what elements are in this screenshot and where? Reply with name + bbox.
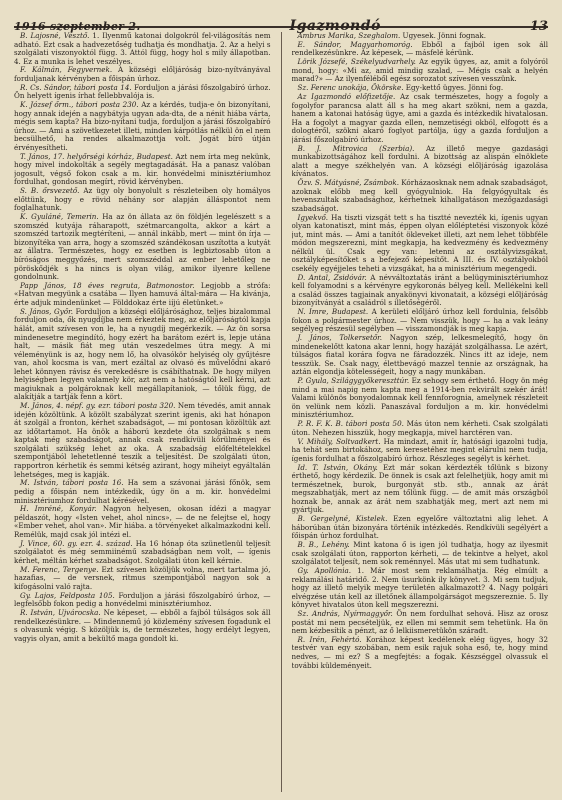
reply-paragraph — [14, 479, 271, 505]
reply-paragraph — [292, 541, 549, 567]
correspondent-name: R. István, Ujvárocska. — [20, 608, 101, 618]
reply-text: Ezen egyelőre változtatni alig lehet. A háborúban útán bizonyára történik intézkedés. Rendkívüli segélyért a főispán úrhoz fordulhat. — [291, 514, 549, 541]
left-column — [14, 32, 271, 792]
correspondent-name: Lörik Józsefé, Székelyudvarhely. — [297, 57, 416, 67]
reply-paragraph — [292, 93, 549, 144]
reply-text: Ha sem a szávonai járási főnök, sem pedig a főispán nem intézkedik, úgy ön a m. kir. honvédelmi minisztériumhoz fordulhat kérésével. — [14, 478, 271, 505]
correspondent-name: B. Lajosné, Vésztő. — [20, 32, 90, 40]
reply-text: Kórházaosknak nem adnak szabadságot, azoknak előbb meg kell gyógyulniok. Ha felgyógyultak és hevenszultak szabadsághoz, kérhetnek kihallgatáson mezőgazdasági szabadságot. — [291, 178, 549, 213]
reply-paragraph — [292, 567, 549, 610]
reply-paragraph — [292, 274, 549, 308]
reply-text: A községi előljáróság bizo-nyítványával forduljanak kérvényben a főispán úrhoz. — [14, 65, 271, 84]
reply-text: Az csak természetes, hogy a fogoly a fogolyfor parancsa alatt áll s ha meg akart szökni, nem a gazda, hanem a katonai hatóság ügye, ami a gazda és intézkedik hivatalosan. Ha a fogolyt a magyar gazda ellen, nemzetiségi okból, elfogott és a dologtéről, szökni akaró foglyot partólja, úgy a gazda forduljon a járási főszolgabíró úrhoz. — [291, 92, 549, 144]
reply-text: Legjobb a strófa: «Hatvan megyünk a csatába — Ilyen hamuvá által-mára — Ha kivánja, érte adjuk mindenünket — Földdokaz érte iíjú életünket.» — [14, 280, 271, 308]
reply-paragraph — [14, 402, 271, 479]
correspondent-name: T. János, 17. helyőrségi kórház, Budapest. — [20, 151, 173, 161]
reply-paragraph — [292, 179, 549, 213]
right-column — [292, 32, 549, 792]
reply-text: Forduljon a járási főszolgabíró úrhoz. Ön helyett ígenis írhat fellebbvalója is. — [14, 82, 271, 101]
correspondent-name: E. Sándor, Magyarhomoróg. — [297, 39, 413, 49]
reply-paragraph — [292, 464, 549, 515]
reply-paragraph — [292, 41, 549, 58]
reply-paragraph — [292, 420, 549, 437]
reply-text: Azt nem írta meg nekünk, hogy mivel indokolták a segély megtagadását. Ha a panasz valóban jogosult, végső fokon csak a m. kir. honvédelmi minisztériumhoz fordulhat, gondosan megírt, rövid kérvényben. — [14, 151, 271, 187]
reply-paragraph — [14, 540, 271, 566]
reply-paragraph — [14, 84, 271, 101]
correspondent-name: K. Gyuláné, Temerin. — [20, 212, 99, 222]
correspondent-name: Papp János, 18 éves regruta, Batmonostor. — [20, 280, 195, 290]
correspondent-name: Az Igazmondó előfizetője. — [297, 92, 396, 102]
reply-paragraph — [292, 308, 549, 334]
reply-text: Ez sehogy sem érthető. Hogy ön még mind a mai napig nem kapta meg a 1914-ben rekvirált szekér árát! Valami különös bonyodalomnak kell fennforognia, amelynek részleteit ön velünk nem közli. Panaszával forduljon a m. kir. honvédelmi minisztériumhoz. — [291, 376, 549, 420]
correspondent-name: B. J. Mitrovica (Szerbia). — [297, 143, 415, 153]
reply-text: Az ügy oly bonyolult s részleteiben oly homályos előttünk, hogy e rövid néhány sor alapján álláspontot nem foglalhatunk. — [14, 186, 271, 213]
reply-text: Nem tévedés, amit annak idején közöltünk. A közölt szabályzat szerint igenis, aki hat hónapon át szolgál a fronton, kérhet szabadságot, — mi pontosan közöltük azt az időtartamot. Ha önök a háború kezdete óta szolgálnak s nem kaptak még szabadságot, annak csak rendkívüli körülményei és szolgálati szükség lehet az oka. A szabadság előfeltételekkel szempontjából lehetetlenné teszik a teljesítést. De szolgálati úton, rapportron kérhetik és semmi kétség azirant, hogy miheiyt egyáltalán lehetséges, meg is kapják. — [14, 401, 271, 479]
correspondent-name: R. Cs. Sándor, tábori posta 14. — [20, 82, 132, 92]
reply-paragraph — [14, 153, 271, 187]
reply-text: Nagyon szép, lelkesmelegítő, hogy ön mindenekelőtt katona akar lenni, hogy hazáját szolgálhassa. Le azért, túlságos fiatal korára fogva ne fáradozzék. Nincs itt az ideje, nem tesszük. Se. Csak nagy, élettbevágó mazzel tennie az országnak, ha aztán elgondja kötelességeit, hogy a nagy munkában. — [291, 333, 549, 377]
reply-text: Az a kérdés, tudja-e ön bizonyítani, hogy annak idején a nagybátyja ugyan ada-dta, de a nénit hiába várta, mégis sem kapta? Ha bizo-nyítani tudja, forduljon a járási főszolgabíró úrhoz. — Ami a szövetkezetet illeti, minden kárpótlás nélkül ön el nem becsülhető, ha rendes alkalmazottja volt. Jogát bíró útján érvényesítheti. — [14, 100, 271, 152]
correspondent-name: P. Gyula, Szilágygyőkereszttúr. — [297, 376, 410, 386]
correspondent-name: R. Irén, Fehértó. — [297, 634, 362, 644]
correspondent-name: Sz. Ferenc unokája, Ökörske. — [297, 83, 404, 93]
issue-date: 1916 szeptember 2. — [14, 20, 141, 33]
column-divider — [281, 32, 282, 792]
correspondent-name: J. Vince, 60. gy. ezr. 4. század. — [20, 538, 133, 548]
correspondent-name: B. B., Lehény. — [297, 540, 350, 550]
reply-text: Ha tiszti vizsgát tett s ha tisztté nevezték ki, ígenis ugyan olyan katonatiszt, mint más, éppen olyan előléptetési viszonyok közé jut, mint más. — Ami a tanítót ökleveket illeti, azt nem lehet többféle módon megszerezni, mint megkapja, ha kedvezmény és kedvezmény nélkül ül. Csak egy van: letenni az osztályvizsgákat, osztályképesítőket s a befejező képesítőt. A III. és IV. osztályokból csekély egyéjjeles teheti a vizsgákat, ha a minisztérium megengedi. — [291, 212, 549, 273]
columns — [14, 32, 548, 792]
reply-text: Ha mindazt, amit ír, hatósági igazolni tudja, ha tehát sem birtokához, sem keresetéhez megint elárulni nem tudja, ígenis fordulhat a főszolgabíró úrhoz. Részleges segélyt is kérhet. — [291, 436, 549, 463]
reply-paragraph — [292, 636, 549, 670]
correspondent-name: S. B. őrsvezető. — [20, 186, 80, 196]
reply-text: 1. Ilyenmű katonai dolgokról fel-világosítás nem adható. Ezt csak a hadvezetőség tudhatja és mondhatja. 2. Az a helyi s szolgálati viszonyoktól függ. 3. Attól függ, hogy hol s mily állapotban. 4. Ez a munka is lehet veszélyes. — [14, 32, 271, 66]
correspondent-name: M. István, tábori posta 16. — [20, 478, 124, 488]
correspondent-name: J. János, Tolkersetőr. — [297, 333, 383, 343]
correspondent-name: Ambrus Marika, Szeghalom. — [297, 32, 401, 40]
reply-paragraph — [292, 334, 549, 377]
correspondent-name: S. János, Győr. — [20, 306, 73, 316]
reply-text: Más úton nem kérheti. Csak szolgálati úton. Nehezen hisszük, hogy megkapja, mivel harctéren van. — [291, 419, 549, 437]
correspondent-name: N. Imre, Budapest. — [297, 307, 369, 317]
reply-text: A névváltoztatás iránt a belügyminisztériumhoz kell folyamodni s a kérvényre egykoronás bélyeg kell. Mellékelni kell a család összes tagjainak anyakönyvi kivonatait, a községi előljáróság bizonyítványát a családról s illetőségéről. — [291, 272, 549, 308]
newspaper-title: Igazmondó — [289, 18, 381, 34]
reply-text: Ezt szívesen közöljük volna, mert tartalma jó, hazafias, — de versnek, ritmus szempontjából nagyon sok a kifogásolni való rajta. — [14, 564, 271, 591]
reply-text: Ezt már sokan kérdezték tőlünk s bizony érthető, hogy kérdezik. De önnek is csak azt felelhetjük, hogy amit mi természetnek, burok, burgonyát stb. stb., annak az árát megszabhatják, mert az nem tőlünk függ. — de amit más országból hoznak be, annak az árát nem szabhatják meg, mert azt nem mi gyártjuk. — [291, 462, 549, 515]
correspondent-name: B. Gergelyné, Kistelek. — [297, 514, 388, 524]
reply-text: Ha 16 hónap óta szünetlenül teljesít szolgálatot és még semmiinémű szabadságban nem volt, — ígenis kérhet, méltán kérhet szabadságot. Szolgálati úton kell kérnie. — [14, 538, 271, 565]
page-number: 13 — [529, 19, 548, 34]
reply-text: Korához képest kedélenek elég ügyes, hogy 32 testvér van egy szobában, nem esik rajuk soha eső, te, hogy mind nedves, — mi ez? S a megfejtés: a fogak. Készséggel olvassuk el további küldeményeit. — [291, 634, 549, 670]
correspondent-name: Sz. András, Nyírmaggyőr. — [297, 608, 393, 618]
correspondent-name: M. János, 4. népf. gy. ezr. tábori posta 320. — [20, 401, 176, 411]
reply-text: Ne képeset, — ebből a fajból túlságos sok áll rendelkezésünkre. — Mindennemű jó közlemény szívesen fogadunk el s olvasunk végig. S közöljük is, de természetes, hogy erdélyt legyen, vagyis olyan, amit a bekültő maga gondolt ki. — [14, 608, 271, 643]
reply-paragraph — [292, 58, 549, 84]
reply-paragraph — [14, 308, 271, 402]
correspondent-name: Gy. Apollónia. — [297, 565, 352, 575]
reply-text: Forduljon a községi előljárósághoz, teljes bizalommal forduljon oda, ők nyugdíjba nem érkeztek meg, az előljáróságtól kapja hálát, amit szívesen von le, ha a nyugdíj megérkezik. — Az ön sorsa mindenesetre megindító, hogy ezért ha barátom ezért is, lepje utána halt, — másik fiát meg után veszedelmes útra megy. A mi véleményünk is az, hogy nem lő, ha olvasókör helyiség oly gyűjtésre van, ahol kocsma is van, mert ezáltal az olvasó és művelődni akaró lehet könnyen rávisz és verekedésre is csábíthatnak. De hogy milyen helyiségben legyen valamely kör, azt nem a hatóságtól kell kérni, azt magiuknak a polgároknak kell megállapítaniok, — tőlük függ, de alakítják a tartják fenn a kört. — [14, 306, 271, 402]
reply-paragraph — [14, 32, 271, 66]
reply-paragraph — [14, 282, 271, 308]
correspondent-name: H. Imréné, Konyár. — [20, 504, 97, 514]
correspondent-name: Gy. Lajos, Feldposta 105. — [20, 590, 115, 600]
reply-text: Egy-kettő ügyes. Jönni fog. — [405, 83, 504, 93]
reply-paragraph — [14, 609, 271, 643]
reply-paragraph — [14, 566, 271, 592]
reply-text: Nagyon helyesen, okosan ídézi a magyar példaszót, hogy «Isten vehet, ahol nincs», — de ne felejtse el, hogy «Ember vehet, ahol van». Mir hiába. a törvényeket alkalmazkodni kell. Remélük, majd csak jól intézi el. — [14, 504, 271, 539]
reply-text: Mint katona ő is igen jól tudhatja, hogy az ilyesmit csak szolgálati úton, rapporton kérheti, — de tekintve a helyet, akol szolgálatot teljesít, nem sok reménnyel. Más utat mi sem tudhatunk. — [291, 540, 549, 567]
reply-paragraph — [14, 66, 271, 83]
reply-paragraph — [14, 213, 271, 281]
correspondent-name: P. R. F. K. B. tábori posta 50. — [297, 419, 404, 429]
reply-text: 1. Már most sem reklamálhatja. Rég elmúlt a reklamálási határidő. 2. Nem üsurkönk ily könyvet. 3. Mi sem tudjuk, hogy az illető melyik megye területén alkalmazott? 4. Nagy polgári elvégzése után kell az illetőnek állampolgárságot megszereznie. 5. Ily könyvet hivatalos úton kell megszerezni. — [291, 565, 549, 610]
reply-text: Az illető megye gazdasági munkabizottságához kell fordulni. A bizottság az alispán elnöklete alatt a megye székhelyén van. A községi előljáróság igazolása kívánatos. — [291, 143, 549, 179]
correspondent-name: F. Kálmán, Fegyvernek. — [20, 65, 113, 75]
correspondent-name: K. József őrm., tábori posta 230. — [20, 100, 139, 110]
reply-paragraph — [14, 101, 271, 152]
reply-text: Ebből a fajból igen sok áll rendelkezésünkre. Az képesek, — másfelé kérünk. — [291, 39, 549, 58]
reply-text: Forduljon a járási főszolgabíró úrhoz, — legfelsőbb fokon pedig a honvédelmi minisztériumhoz. — [14, 590, 271, 609]
reply-paragraph — [292, 515, 549, 541]
reply-paragraph — [14, 187, 271, 213]
correspondent-name: V. Mihály, Soltvadkert. — [297, 436, 381, 446]
reply-text: A kerületi előljáró úrhoz kell fordulnia, felsőbb fokon a polgármester úrhoz. — Nem visszük, hogy — ha a vak leány segélyeg részesül segélyben — visszamondják is meg kapja. — [291, 307, 549, 334]
reply-paragraph — [14, 592, 271, 609]
correspondent-name: Igyekvő. — [297, 212, 329, 222]
correspondent-name: Özv. S. Mátyásné, Zsámbok. — [297, 178, 399, 188]
reply-text: Ha az ön állata az ön földjén legelészett s a szomszéd kutyája ráharapott, szétmarcangolta, akkor a kárt a szomszéd tartozik megtéríteni, — annál inkább, mert — mint ön írja — bizonyítéka van arra, hogy a szomszéd szándékosan uszította a kutyát az állatra. Természetes, hogy ez esetben is legbiztosabb úton a bíróságos meggyőzés, mert szomszéddal az ember lehetőleg ne pöröskődjék s ha nincs is olyan világ, amikor ilyenre kellene gondolnunk. — [14, 212, 271, 282]
reply-paragraph — [292, 610, 549, 636]
reply-text: Ügyesek. Jönni fognak. — [402, 32, 487, 40]
page-header — [14, 0, 548, 34]
correspondent-name: M. Ferenc, Tergenye. — [20, 564, 99, 574]
reply-paragraph — [292, 438, 549, 464]
reply-paragraph — [292, 377, 549, 420]
reply-text: Az egyik ügyes, az, amit a folyóról mond, hogy: «Mi az, amid mindig szalad, — Mégis csak a helyén marad?» — Az ilyenféléből egész sorozatot szívesen vesszünk. — [291, 57, 549, 84]
reply-text: Ön nem fordulhat sehová. Hisz az orosz postát mi nem pecsételjük, ez ellen mi semmit sem tehetünk. Ha ön nem kézbesítik a pénzt, az ő lelkiismeretükön száradt. — [291, 608, 549, 636]
reply-paragraph — [292, 214, 549, 274]
reply-paragraph — [14, 505, 271, 539]
correspondent-name: D. Antal, Zsidóvár. — [297, 272, 367, 282]
reply-paragraph — [292, 145, 549, 179]
correspondent-name: Id. T. István, Okány. — [297, 462, 378, 472]
